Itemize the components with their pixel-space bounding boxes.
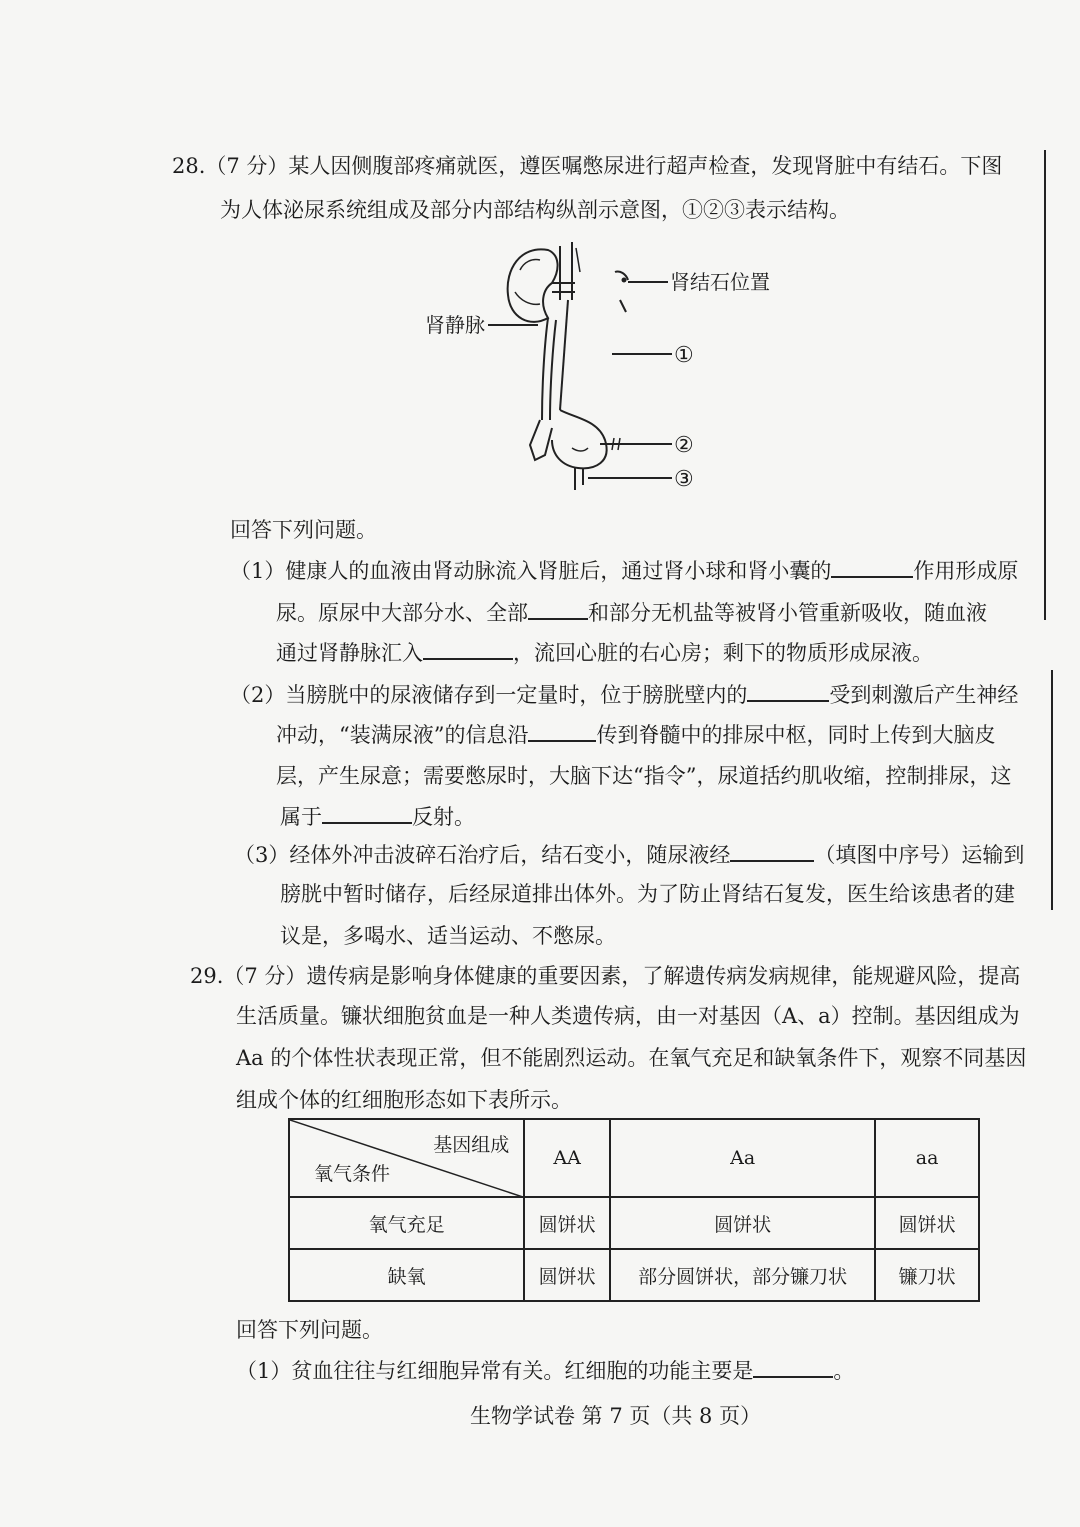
q29-line4: 组成个体的红细胞形态如下表所示。 [236, 1088, 572, 1112]
table-row-label: 缺氧 [289, 1249, 524, 1301]
answer-blank[interactable] [730, 840, 814, 862]
urinary-system-figure [0, 0, 1080, 520]
stone-dot [622, 278, 627, 283]
q29-header: 29.（7 分）遗传病是影响身体健康的重要因素，了解遗传病发病规律，能规避风险，提高 [190, 964, 1021, 988]
corner-label-oxygen: 氧气条件 [314, 1163, 391, 1185]
corner-label-genotype: 基因组成 [433, 1134, 510, 1156]
table-cell: 圆饼状 [610, 1197, 875, 1249]
answer-blank[interactable] [831, 556, 913, 578]
q28-part1-line3: 通过肾静脉汇入 ，流回心脏的右心房；剩下的物质形成尿液。 [276, 638, 933, 667]
q28-part1-line2: 尿。原尿中大部分水、全部 和部分无机盐等被肾小管重新吸收，随血液 [276, 598, 987, 627]
table-header-cell: AA [524, 1119, 610, 1197]
table-corner-cell [289, 1119, 524, 1197]
table-row [289, 1197, 979, 1249]
q28-part3-line1: （3）经体外冲击波碎石治疗后，结石变小，随尿液经 （填图中序号）运输到 [234, 840, 1024, 869]
table-row-label: 氧气充足 [289, 1197, 524, 1249]
q29-part1: （1）贫血往往与红细胞异常有关。红细胞的功能主要是 。 [236, 1356, 854, 1385]
table-cell: 圆饼状 [875, 1197, 979, 1249]
q28-part3-line3: 议是，多喝水、适当运动、不憋尿。 [280, 924, 616, 948]
table-cell: 部分圆饼状，部分镰刀状 [610, 1249, 875, 1301]
label-structure-3: ③ [674, 467, 694, 492]
label-kidney-stone: 肾结石位置 [670, 270, 770, 294]
table-cell: 圆饼状 [524, 1197, 610, 1249]
answer-blank[interactable] [753, 1356, 833, 1378]
q28-part2-line2: 冲动，“装满尿液”的信息沿 传到脊髓中的排尿中枢，同时上传到大脑皮 [276, 720, 995, 749]
scan-edge-line [1051, 670, 1053, 910]
q28-header-cont: 为人体泌尿系统组成及部分内部结构纵剖示意图，①②③表示结构。 [220, 198, 850, 222]
label-structure-1: ① [674, 343, 694, 368]
table-header-cell: Aa [610, 1119, 875, 1197]
answer-blank[interactable] [747, 680, 829, 702]
q29-line2: 生活质量。镰状细胞贫血是一种人类遗传病，由一对基因（A、a）控制。基因组成为 [236, 1004, 1020, 1028]
q28-prompt: 回答下列问题。 [230, 518, 377, 542]
page-footer: 生物学试卷 第 7 页（共 8 页） [470, 1404, 762, 1428]
table-cell: 镰刀状 [875, 1249, 979, 1301]
q29-prompt: 回答下列问题。 [236, 1318, 383, 1342]
table-header-row [289, 1119, 979, 1197]
answer-blank[interactable] [528, 720, 596, 742]
q28-part2-line3: 层，产生尿意；需要憋尿时，大脑下达“指令”，尿道括约肌收缩，控制排尿，这 [276, 764, 1012, 788]
q29-line3: Aa 的个体性状表现正常，但不能剧烈运动。在氧气充足和缺氧条件下，观察不同基因 [236, 1046, 1027, 1070]
label-renal-vein: 肾静脉 [425, 313, 485, 337]
q28-part2-line4: 属于 反射。 [280, 802, 475, 831]
q28-header: 28.（7 分）某人因侧腹部疼痛就医，遵医嘱憋尿进行超声检查，发现肾脏中有结石。下图 [172, 154, 1003, 178]
label-structure-2: ② [674, 433, 694, 458]
q28-part3-line2: 膀胱中暂时储存，后经尿道排出体外。为了防止肾结石复发，医生给该患者的建 [280, 882, 1015, 906]
table-row [289, 1249, 979, 1301]
table-cell: 圆饼状 [524, 1249, 610, 1301]
genotype-table [288, 1118, 980, 1302]
q28-part1-line1: （1）健康人的血液由肾动脉流入肾脏后，通过肾小球和肾小囊的 作用形成原 [230, 556, 1018, 585]
table-header-cell: aa [875, 1119, 979, 1197]
q28-part2-line1: （2）当膀胱中的尿液储存到一定量时，位于膀胱壁内的 受到刺激后产生神经 [230, 680, 1018, 709]
answer-blank[interactable] [528, 598, 588, 620]
answer-blank[interactable] [423, 638, 513, 660]
answer-blank[interactable] [322, 802, 412, 824]
